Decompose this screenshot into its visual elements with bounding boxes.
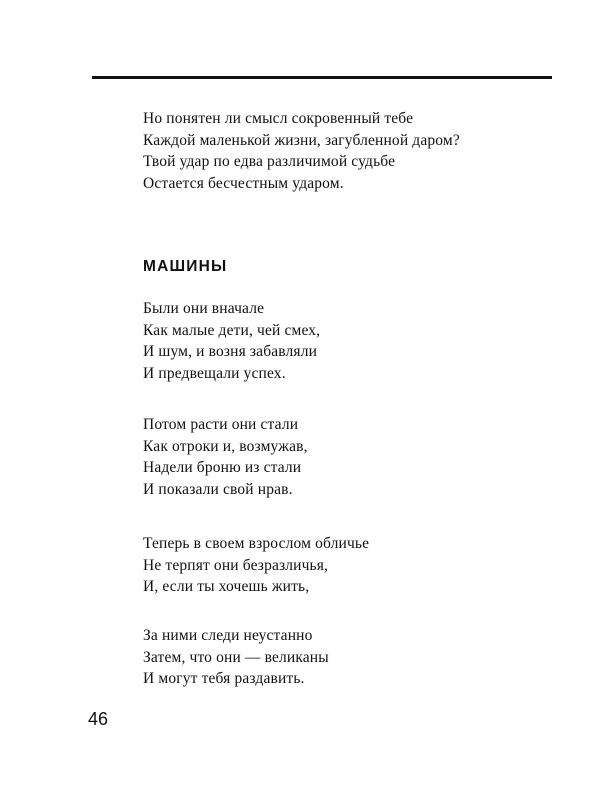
stanza-2 bbox=[143, 414, 308, 500]
poem-line: И предвещали успех. bbox=[143, 364, 286, 382]
stanza-1 bbox=[143, 298, 320, 384]
poem-line: Теперь в своем взрослом обличье bbox=[143, 535, 370, 552]
poem-line: Не терпят они безразличья, bbox=[143, 556, 329, 574]
poem-line: И шум, и возня забавляли bbox=[143, 343, 318, 360]
poem-line: Надели броню из стали bbox=[143, 459, 302, 476]
poem-title: МАШИНЫ bbox=[143, 258, 228, 275]
stanza-4 bbox=[143, 625, 329, 690]
stanza-3 bbox=[143, 533, 369, 598]
poem-line: Твой удар по едва различимой судьбе bbox=[143, 153, 396, 170]
poem-line: И, если ты хочешь жить, bbox=[143, 578, 310, 595]
poem-line: И показали свой нрав. bbox=[143, 480, 293, 498]
poem-line: И могут тебя раздавить. bbox=[143, 670, 305, 687]
top-rule bbox=[92, 76, 552, 79]
poem-line: Как отроки и, возмужав, bbox=[143, 437, 308, 455]
poem-line: Потом расти они стали bbox=[143, 416, 299, 433]
poem-line: За ними следи неустанно bbox=[143, 627, 313, 644]
poem-line: Затем, что они — великаны bbox=[143, 648, 329, 666]
poem-line: Как малые дети, чей смех, bbox=[143, 321, 321, 339]
poem-line: Каждой маленькой жизни, загубленной даром? bbox=[143, 131, 460, 149]
poem-line: Были они вначале bbox=[143, 300, 265, 317]
poem-line: Но понятен ли смысл сокровенный тебе bbox=[143, 110, 414, 127]
intro-stanza bbox=[143, 108, 460, 194]
poem-line: Остается бесчестным ударом. bbox=[143, 174, 344, 192]
page-number: 46 bbox=[88, 709, 109, 729]
